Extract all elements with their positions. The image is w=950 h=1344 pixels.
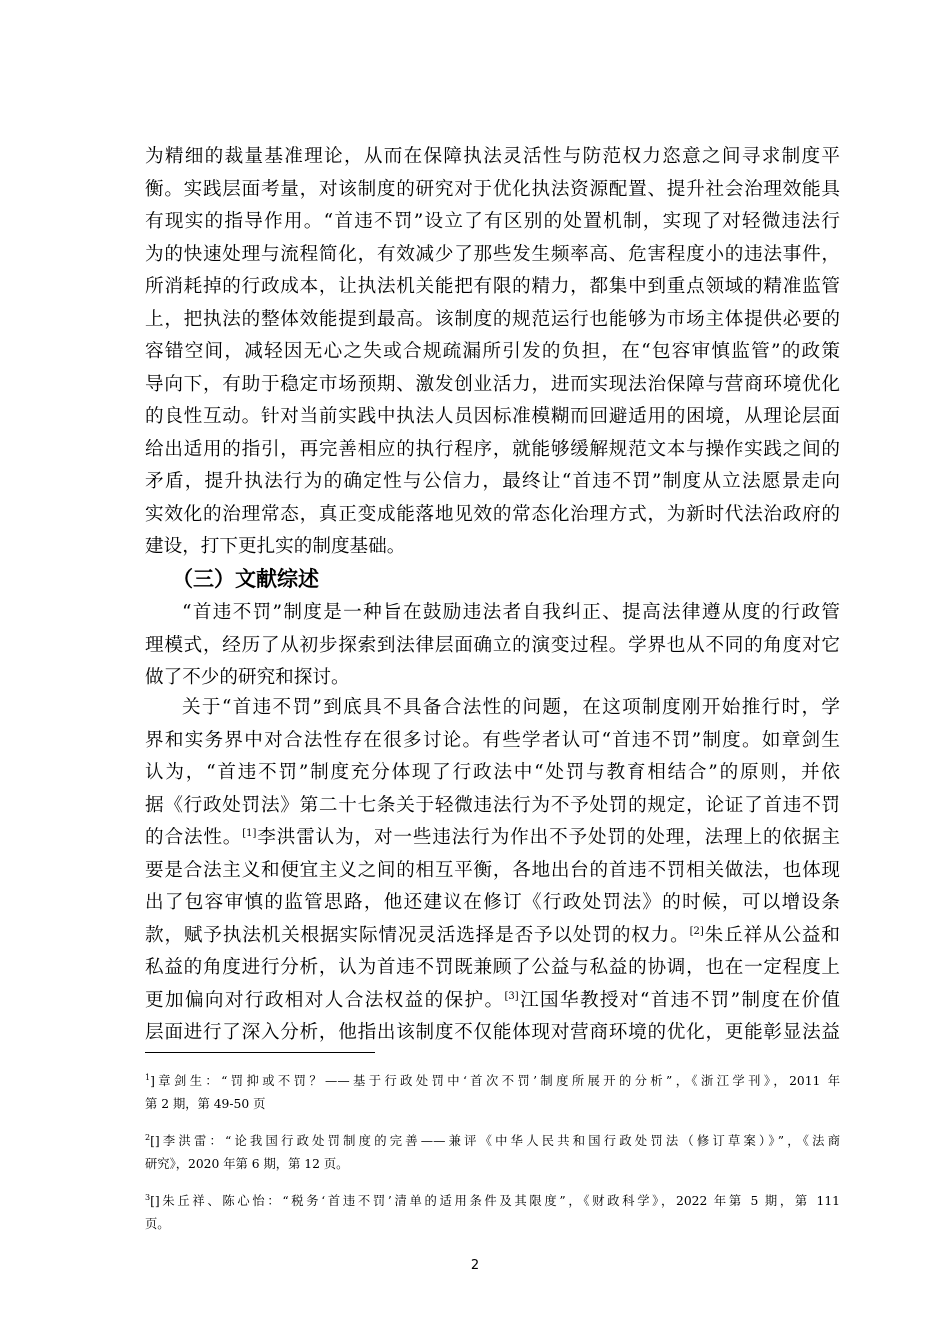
text-line: 界和实务界中对合法性存在很多讨论。有些学者认可“首违不罚”制度。如章剑生 <box>145 729 840 751</box>
text-line <box>145 985 840 1018</box>
text-line: 导向下，有助于稳定市场预期、激发创业活力，进而实现法治保障与营商环境优化 <box>145 373 840 395</box>
footnote-1 <box>145 1070 840 1116</box>
paragraph-legality-debate <box>145 692 840 1050</box>
text-segment: 江国华教授对“首违不罚”制度在价值 <box>518 989 840 1011</box>
footnote-text: []李洪雷：“论我国行政处罚制度的完善——兼评《中华人民共和国行政处罚法（修订草案）》”，《法商 <box>150 1134 840 1148</box>
paragraph-practical-significance <box>145 141 840 564</box>
text-segment: 的合法性。 <box>145 827 243 848</box>
text-segment: 款，赋予执法机关根据实际情况灵活选择是否予以处罚的权力。 <box>145 924 690 946</box>
text-line: 实效化的治理常态，真正变成能落地见效的常态化治理方式，为新时代法治政府的 <box>145 503 840 525</box>
text-line: 衡。实践层面考量，对该制度的研究对于优化执法资源配置、提升社会治理效能具 <box>145 178 840 200</box>
footnote-separator <box>145 1052 375 1053</box>
text-line: 据《行政处罚法》第二十七条关于轻微违法行为不予处罚的规定，论证了首违不罚 <box>145 794 840 816</box>
footnote-mark: 2 <box>145 1132 151 1142</box>
text-line: “首违不罚”制度是一种旨在鼓励违法者自我纠正、提高法律遵从度的行政管 <box>182 602 840 623</box>
text-line: 上，把执法的整体效能提到最高。该制度的规范运行也能够为市场主体提供必要的 <box>145 308 840 330</box>
text-line: 建设，打下更扎实的制度基础。 <box>145 536 406 557</box>
text-segment: 李洪雷认为，对一些违法行为作出不予处罚的处理，法理上的依据主 <box>256 827 840 848</box>
footnote-text: ]章剑生：“罚抑或不罚？——基于行政处罚中‘首次不罚’制度所展开的分析”，《浙江学刊》，2011 年 <box>150 1074 840 1088</box>
footnote-line <box>145 1130 840 1153</box>
footnote-mark: 1 <box>145 1072 151 1082</box>
text-line <box>145 920 840 953</box>
footnote-line <box>145 1070 840 1093</box>
page-number: 2 <box>470 1258 480 1273</box>
text-line: 容错空间，减轻因无心之失或合规疏漏所引发的负担，在“包容审慎监管”的政策 <box>145 341 840 362</box>
footnote-mark: 3 <box>145 1192 151 1202</box>
footnote-line <box>145 1190 840 1213</box>
footnote-line: 研究》，2020 年第 6 期，第 12 页。 <box>145 1157 349 1171</box>
text-line: 理模式，经历了从初步探索到法律层面确立的演变过程。学界也从不同的角度对它 <box>145 634 840 656</box>
text-segment: 更加偏向对行政相对人合法权益的保护。 <box>145 989 505 1011</box>
footnote-line: 页。 <box>145 1217 170 1231</box>
text-line: 要是合法主义和便宜主义之间的相互平衡，各地出台的首违不罚相关做法，也体现 <box>145 859 840 881</box>
text-line: 给出适用的指引，再完善相应的执行程序，就能够缓解规范文本与操作实践之间的 <box>145 438 840 460</box>
paragraph-literature-intro <box>145 597 840 695</box>
text-line <box>145 822 840 855</box>
footnote-line: 第 2 期，第 49-50 页 <box>145 1097 266 1111</box>
text-line: 出了包容审慎的监管思路，他还建议在修订《行政处罚法》的时候，可以增设条 <box>145 892 840 913</box>
citation-ref-1[interactable]: [1] <box>242 827 257 839</box>
text-line: 认为，“首违不罚”制度充分体现了行政法中“处罚与教育相结合”的原则，并依 <box>145 762 840 783</box>
text-line: 所消耗掉的行政成本，让执法机关能把有限的精力，都集中到重点领域的精准监管 <box>145 276 840 297</box>
text-line: 的良性互动。针对当前实践中执法人员因标准模糊而回避适用的困境，从理论层面 <box>145 406 840 427</box>
footnote-text: []朱丘祥、陈心怡：“税务‘首违不罚’清单的适用条件及其限度”，《财政科学》，2022 年第 5 期，第 111 <box>150 1194 840 1208</box>
footnotes <box>145 1070 840 1250</box>
text-line: 矛盾，提升执法行为的确定性与公信力，最终让“首违不罚”制度从立法愿景走向 <box>145 471 840 492</box>
text-line: 私益的角度进行分析，认为首违不罚既兼顾了公益与私益的协调，也在一定程度上 <box>145 957 840 978</box>
citation-ref-2[interactable]: [2] <box>689 925 704 937</box>
footnote-3 <box>145 1190 840 1236</box>
footnote-2 <box>145 1130 840 1176</box>
text-line: 做了不少的研究和探讨。 <box>145 667 350 688</box>
text-line: 层面进行了深入分析，他指出该制度不仅能体现对营商环境的优化，更能彰显法益 <box>145 1022 840 1043</box>
text-line: 为精细的裁量基准理论，从而在保障执法灵活性与防范权力恣意之间寻求制度平 <box>145 146 840 167</box>
text-segment: 朱丘祥从公益和 <box>703 924 840 946</box>
text-line: 关于“首违不罚”到底具不具备合法性的问题，在这项制度刚开始推行时，学 <box>182 697 840 718</box>
text-line: 为的快速处理与流程简化，有效减少了那些发生频率高、危害程度小的违法事件， <box>145 243 840 265</box>
section-heading: （三）文献综述 <box>172 567 319 591</box>
citation-ref-3[interactable]: [3] <box>504 990 519 1002</box>
text-line: 有现实的指导作用。“首违不罚”设立了有区别的处置机制，实现了对轻微违法行 <box>145 211 840 232</box>
